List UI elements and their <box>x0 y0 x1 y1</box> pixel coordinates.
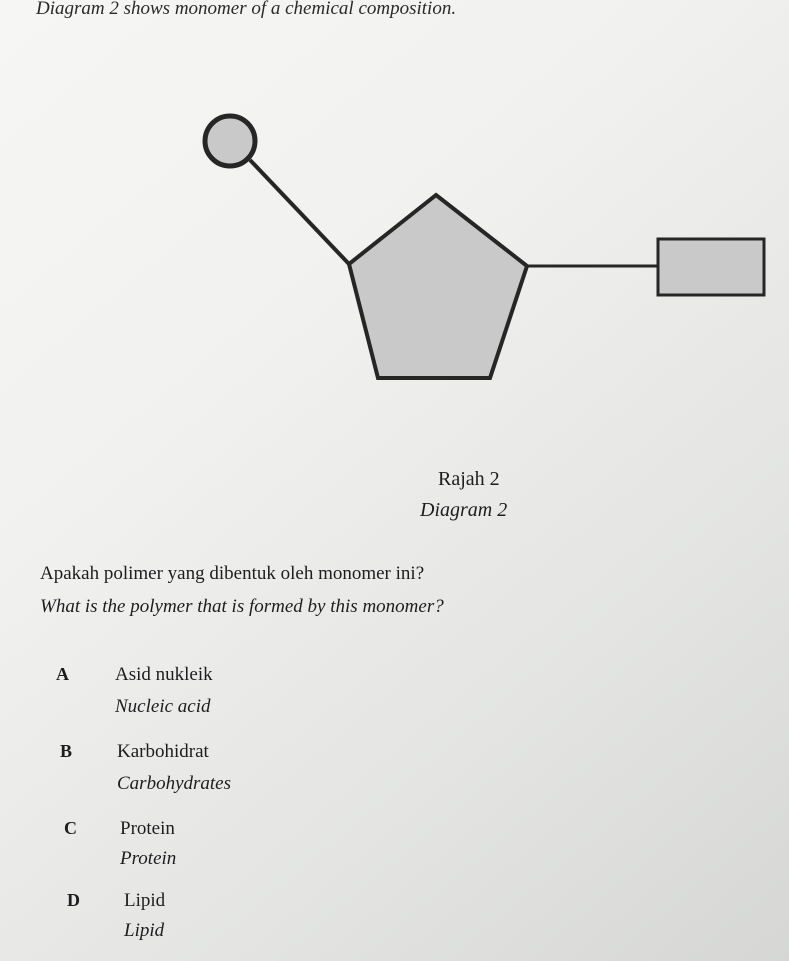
option-c-text-malay: Protein <box>120 818 175 839</box>
option-a-letter: A <box>56 664 69 684</box>
phosphate-circle <box>205 116 255 166</box>
diagram-intro-text: Diagram 2 shows monomer of a chemical composition. <box>36 0 457 19</box>
option-b-letter: B <box>60 741 73 761</box>
phosphate-sugar-bond <box>250 160 349 264</box>
option-d-letter: D <box>67 890 80 910</box>
base-rectangle <box>658 239 764 295</box>
option-c-letter: C <box>64 818 77 838</box>
nucleotide-monomer-diagram <box>0 0 789 460</box>
option-c-text-english: Protein <box>120 848 177 869</box>
option-a-text-malay: Asid nukleik <box>115 664 213 685</box>
option-b-text-english: Carbohydrates <box>117 773 231 794</box>
option-a-text-english: Nucleic acid <box>115 696 211 717</box>
option-b-text-malay: Karbohidrat <box>117 741 209 762</box>
diagram-caption-malay: Rajah 2 <box>438 468 500 490</box>
option-d-text-english: Lipid <box>124 920 165 941</box>
sugar-pentagon <box>349 195 527 378</box>
diagram-caption-english: Diagram 2 <box>420 499 508 521</box>
question-text-english: What is the polymer that is formed by this monomer? <box>40 596 444 617</box>
question-text-malay: Apakah polimer yang dibentuk oleh monomer ini? <box>40 563 425 584</box>
option-d-text-malay: Lipid <box>124 890 166 911</box>
